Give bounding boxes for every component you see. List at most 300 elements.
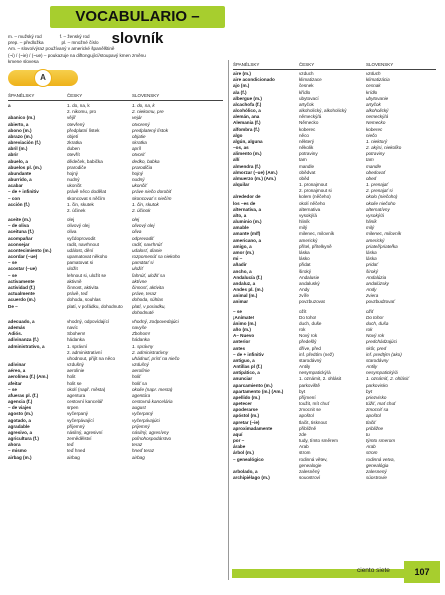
slovak-translation: skoncovať s niečím bbox=[132, 195, 172, 201]
page-title: VOCABULARIO – slovník bbox=[50, 6, 225, 28]
slovak-translation: odprevadiť bbox=[132, 235, 154, 241]
czech-translation: americký bbox=[299, 237, 318, 243]
spanish-term: – se bbox=[233, 308, 242, 314]
slovak-translation: koberec bbox=[366, 126, 383, 132]
spanish-term: acostar (~ue) bbox=[8, 266, 37, 272]
czech-translation: tlačit, tisknout bbox=[299, 419, 327, 425]
slovak-translation: vyčerpaný bbox=[132, 411, 153, 417]
spanish-term: amigo, a bbox=[233, 243, 252, 249]
slovak-translation: platí, v poriadku, bbox=[132, 303, 166, 309]
czech-translation: genealogie bbox=[299, 462, 322, 468]
czech-translation: objetí bbox=[67, 133, 79, 139]
czech-translation: hliník bbox=[299, 219, 310, 225]
slovak-translation: ubytovanie bbox=[366, 95, 389, 101]
czech-translation: uhodnout, přijít na něco bbox=[67, 355, 116, 361]
slovak-translation: 2. prenajať si bbox=[366, 188, 393, 194]
czech-translation: srpen bbox=[67, 405, 79, 411]
spanish-term: aluminio (m.) bbox=[233, 219, 262, 225]
slovak-translation: láska bbox=[366, 249, 377, 255]
spanish-term: abuelos pl. (m.) bbox=[8, 164, 42, 170]
czech-translation: klimatizace bbox=[299, 77, 322, 83]
czech-translation: právě, teď bbox=[67, 291, 88, 297]
spanish-term bbox=[8, 310, 67, 316]
czech-translation: příjmení bbox=[299, 394, 316, 400]
slovak-translation: vejár bbox=[132, 115, 142, 121]
slovak-translation: mandle bbox=[366, 163, 382, 169]
czech-translation: právě něco dodělat bbox=[67, 189, 107, 195]
slovak-translation: tlačiť bbox=[366, 419, 376, 425]
slovak-translation: približne bbox=[366, 425, 384, 431]
slovak-translation: cesnak bbox=[366, 83, 381, 89]
spanish-term: aquí bbox=[233, 431, 243, 437]
slovak-translation: Arab bbox=[366, 444, 376, 450]
czech-translation: pamatovat si bbox=[67, 260, 94, 266]
column-divider bbox=[228, 60, 229, 580]
slovak-translation: Zbohom! bbox=[132, 331, 151, 337]
slovak-translation: tu bbox=[366, 431, 370, 437]
slovak-translation: rozpomenúť sa niekoho bbox=[132, 254, 181, 260]
czech-translation: koberec bbox=[299, 126, 316, 132]
czech-translation: dědeček, babička bbox=[67, 158, 103, 164]
czech-translation: souostroví bbox=[299, 475, 321, 481]
slovak-translation: hádanka bbox=[132, 337, 150, 343]
spanish-term: – con bbox=[8, 195, 20, 201]
czech-translation: uložit bbox=[67, 266, 78, 272]
spanish-term: abuelo, a bbox=[8, 158, 28, 164]
czech-translation: lehnout si, uložit se bbox=[67, 272, 107, 278]
czech-translation: 1. správní bbox=[67, 343, 88, 349]
slovak-translation: hliník bbox=[366, 219, 377, 225]
czech-translation: navíc bbox=[67, 325, 78, 331]
slovak-translation: 1. prenajať bbox=[366, 182, 389, 188]
czech-translation: příjemný bbox=[67, 423, 85, 429]
czech-translation: artyčok bbox=[299, 101, 314, 107]
slovak-translation: ukončiť bbox=[132, 183, 147, 189]
slovak-translation: olivový olej bbox=[132, 223, 155, 229]
czech-translation: olivový olej bbox=[67, 223, 90, 229]
czech-translation: aerolinie bbox=[67, 368, 85, 374]
spanish-term: agosto (m.) bbox=[8, 411, 33, 417]
czech-translation: vysoký/á bbox=[299, 212, 317, 218]
slovak-translation: povzbudzovať bbox=[366, 299, 395, 305]
slovak-translation: vysoký/á bbox=[366, 212, 384, 218]
czech-translation: vzduch bbox=[299, 71, 314, 76]
slovak-translation: 2. niekomu, pre bbox=[132, 109, 164, 115]
slovak-translation: objatie bbox=[132, 133, 146, 139]
czech-translation: láska bbox=[299, 249, 310, 255]
slovak-translation: túžiť, mať chuť bbox=[366, 401, 396, 407]
czech-translation: Andalusie bbox=[299, 274, 320, 280]
legend-stem-change-cont: kmene slovesa bbox=[8, 58, 39, 64]
spanish-term: apartamento (m.) (Am.) bbox=[233, 388, 284, 394]
vocab-row bbox=[8, 208, 227, 214]
czech-translation: mandle bbox=[299, 163, 315, 169]
slovak-translation: radiť, navrhnúť bbox=[132, 241, 163, 247]
czech-translation: několik bbox=[299, 145, 314, 151]
czech-translation: 1. do, na, k bbox=[67, 103, 90, 108]
spanish-term: alrededor de bbox=[233, 194, 261, 200]
right-vocabulary-list bbox=[233, 71, 436, 481]
spanish-term: apoderarse bbox=[233, 407, 258, 413]
slovak-translation: dohodnuté bbox=[132, 309, 154, 315]
spanish-term: agencia (f.) bbox=[8, 399, 33, 405]
slovak-translation: priateľ/priateľka bbox=[366, 243, 398, 249]
legend-plural: pl. – množné číslo bbox=[61, 40, 99, 46]
slovak-translation: predchádzajúci bbox=[366, 339, 397, 345]
slovak-translation: prarodičia bbox=[132, 164, 153, 170]
slovak-translation: vzduch bbox=[366, 71, 381, 76]
slovak-translation: nesympatický/á bbox=[366, 370, 398, 376]
slovak-translation: láska bbox=[366, 256, 377, 262]
czech-translation: Sbohem! bbox=[67, 331, 86, 337]
czech-translation: kolem (něčeho) bbox=[299, 194, 331, 200]
spanish-term: ajo (m.) bbox=[233, 83, 250, 89]
slovak-translation: strom bbox=[366, 450, 378, 456]
slovak-translation: teraz bbox=[132, 442, 143, 448]
spanish-term: ánimo (m.) bbox=[233, 320, 257, 326]
vocab-row bbox=[233, 299, 436, 305]
czech-translation: holit se bbox=[67, 380, 82, 386]
spanish-term: animar bbox=[233, 299, 249, 305]
czech-translation: zalesněný bbox=[299, 469, 320, 474]
slovak-translation: holiť bbox=[132, 374, 141, 380]
czech-translation: alternativa bbox=[299, 206, 321, 212]
spanish-term: antes bbox=[233, 345, 246, 351]
czech-translation: nesympatický/á bbox=[299, 370, 331, 376]
slovak-translation: násilný, agresívny bbox=[132, 429, 169, 435]
spanish-term: ¡Anímate! bbox=[233, 314, 255, 320]
spanish-term: acordar (~ue) bbox=[8, 254, 38, 260]
spanish-term: los ~es de bbox=[233, 200, 256, 206]
czech-translation: platí, v pořádku, dohodnuto bbox=[67, 303, 123, 309]
spanish-term: – genealógico bbox=[233, 456, 264, 462]
spanish-term: administrativo, a bbox=[8, 343, 45, 349]
spanish-term: aproximadamente bbox=[233, 425, 273, 431]
slovak-translation: krídlo bbox=[366, 89, 378, 95]
spanish-term: acontecimiento (m.) bbox=[8, 247, 52, 253]
slovak-translation: duch, duša bbox=[366, 320, 389, 326]
slovak-translation: pamätať si bbox=[132, 260, 154, 266]
spanish-term: ala (f.) bbox=[233, 89, 247, 95]
czech-translation: Německo bbox=[299, 120, 319, 126]
slovak-translation: ožiť bbox=[366, 308, 374, 314]
czech-translation: duben bbox=[67, 146, 80, 152]
czech-translation: radit, navrhnout bbox=[67, 241, 99, 247]
slovak-translation: rodinná vetva, bbox=[366, 456, 395, 462]
czech-translation: obědvat bbox=[299, 169, 316, 175]
legend-stem-change: (~i) / (~ie) / (~ue) – poukazuje na diftongující/stoupavý kmen změnu bbox=[8, 52, 146, 58]
slovak-translation: široký bbox=[366, 268, 378, 274]
spanish-term: De ~ bbox=[8, 303, 18, 309]
czech-translation: aktivně bbox=[67, 278, 82, 284]
czech-translation: hojný bbox=[67, 170, 78, 176]
spanish-term: acuerdo (m.) bbox=[8, 297, 36, 303]
slovak-translation: predplatený lístok bbox=[132, 127, 169, 133]
czech-translation: Antily bbox=[299, 364, 311, 370]
abbreviation-legend bbox=[8, 34, 223, 65]
spanish-term: Antillas pl (f.) bbox=[233, 364, 263, 370]
czech-translation: teď bbox=[67, 442, 74, 448]
spanish-term: – mismo bbox=[8, 448, 27, 454]
spanish-term: americano, a bbox=[233, 237, 262, 243]
slovak-translation: alkoholický bbox=[366, 108, 389, 114]
slovak-translation: oliva bbox=[132, 229, 142, 235]
spanish-term: ahora bbox=[8, 442, 21, 448]
czech-translation: andaluský bbox=[299, 280, 320, 286]
spanish-term: actualmente bbox=[8, 291, 35, 297]
czech-translation: předplatní lístek bbox=[67, 127, 100, 133]
slovak-translation: poľnohospodárstvo bbox=[132, 436, 172, 442]
slovak-translation: rok bbox=[366, 327, 373, 333]
spanish-term: alcachofa (f.) bbox=[233, 101, 262, 107]
slovak-translation: 1. čin, skutok bbox=[132, 201, 159, 207]
spanish-term: amante (m/f) bbox=[233, 231, 261, 237]
slovak-translation: aerolínie bbox=[132, 368, 150, 374]
czech-translation: tam bbox=[299, 157, 307, 163]
slovak-translation: olej bbox=[132, 217, 140, 223]
spanish-term: aburrido, a bbox=[8, 177, 32, 183]
czech-translation: přítel, přítelkyně bbox=[299, 243, 332, 249]
czech-translation: toužit, mít chuť bbox=[299, 401, 330, 407]
slovak-translation: skôr, pred bbox=[366, 345, 387, 351]
spanish-term: aceite (m.) bbox=[8, 217, 31, 223]
spanish-term: anterior bbox=[233, 339, 251, 345]
slovak-translation: súostrovie bbox=[366, 475, 387, 481]
czech-translation: přibližně bbox=[299, 425, 317, 431]
spanish-term: ~os, as bbox=[233, 145, 249, 151]
spanish-term: amable bbox=[233, 225, 249, 231]
slovak-translation: obedovať bbox=[366, 169, 386, 175]
czech-translation: 2. účinek bbox=[67, 207, 86, 213]
spanish-term: almorzar (~ue) (Am.) bbox=[233, 169, 278, 175]
slovak-translation: 2. administratívny bbox=[132, 349, 168, 355]
czech-translation: 1. čin, skutek bbox=[67, 201, 94, 207]
czech-translation: starodávný bbox=[299, 357, 322, 363]
spanish-term: arbolado, a bbox=[233, 469, 258, 474]
spanish-term: apretar (~ie) bbox=[233, 419, 260, 425]
spanish-term: – se bbox=[8, 386, 17, 392]
czech-translation: upamatovat někoho bbox=[67, 254, 108, 260]
spanish-term: acabar bbox=[8, 183, 23, 189]
slovak-translation: navyše bbox=[132, 325, 147, 331]
spanish-term: abrir bbox=[8, 152, 19, 158]
czech-translation: milý bbox=[299, 225, 308, 231]
spanish-term: aerolínea (f.) (Am.) bbox=[8, 374, 49, 380]
slovak-translation: dedko, babka bbox=[132, 158, 160, 164]
spanish-term: adivinar bbox=[8, 362, 26, 368]
spanish-term: albergue (m.) bbox=[233, 95, 262, 101]
spanish-term: afeitar bbox=[8, 380, 22, 386]
header-rule-right bbox=[233, 69, 436, 70]
slovak-translation: činnosť, aktivita bbox=[132, 284, 164, 290]
slovak-translation: nemecký/á bbox=[366, 114, 389, 120]
slovak-translation: zalesnený bbox=[366, 469, 387, 474]
slovak-translation: milenec, milovník bbox=[366, 231, 402, 237]
spanish-term: apetecer bbox=[233, 401, 252, 407]
slovak-translation: aktívne bbox=[132, 278, 147, 284]
czech-translation: činnost, aktivita bbox=[67, 284, 99, 290]
spanish-term: aparcamiento (m.) bbox=[233, 382, 273, 388]
czech-translation: některý bbox=[299, 138, 315, 144]
spanish-term: Andalucía (f.) bbox=[233, 274, 263, 280]
spanish-term: abundante bbox=[8, 170, 32, 176]
spanish-term: activamente bbox=[8, 278, 35, 284]
spanish-term: – se bbox=[8, 260, 17, 266]
spanish-term: archipiélago (m.) bbox=[233, 475, 270, 481]
slovak-translation: okolie (napr. mesta) bbox=[132, 386, 173, 392]
slovak-translation: 1. správny bbox=[132, 343, 154, 349]
slovak-translation: skratka bbox=[132, 140, 147, 146]
czech-translation: oliva bbox=[67, 229, 77, 235]
spanish-term: adecuado, a bbox=[8, 318, 35, 324]
slovak-translation: Andy bbox=[366, 287, 377, 293]
header-spanish-right: ŠPANĚLSKY bbox=[233, 62, 260, 67]
spanish-term: alemán, ana bbox=[233, 114, 260, 120]
spanish-term: aéreo, a bbox=[8, 368, 26, 374]
spanish-term: – de + infinitiv bbox=[233, 351, 264, 357]
header-czech-left: ČESKY bbox=[67, 93, 83, 98]
spanish-term: abril (m.) bbox=[8, 146, 28, 152]
slovak-translation: priezvisko bbox=[366, 394, 387, 400]
spanish-term: árbol (m.) bbox=[233, 450, 254, 456]
spanish-term: anunciar bbox=[233, 376, 253, 382]
czech-translation: předešlý bbox=[299, 339, 317, 345]
left-vocabulary-list bbox=[8, 103, 227, 461]
slovak-translation: nudný bbox=[132, 177, 145, 183]
spanish-term: año (m.) bbox=[233, 327, 251, 333]
spanish-term: acompañar bbox=[8, 235, 33, 241]
spanish-term: antiguo, a bbox=[233, 357, 255, 363]
czech-translation: agentura bbox=[67, 392, 86, 398]
slovak-translation: cestovná kancelária bbox=[132, 399, 173, 405]
czech-translation: zkratka bbox=[67, 140, 82, 146]
spanish-term bbox=[8, 208, 67, 214]
czech-translation: oběd bbox=[299, 175, 310, 181]
czech-translation: potraviny bbox=[299, 151, 318, 157]
slovak-translation: hojný bbox=[132, 170, 143, 176]
czech-translation: duch, duše bbox=[299, 320, 322, 326]
slovak-translation: udalosť, dianie bbox=[132, 247, 162, 253]
spanish-term: almuerzo (m.) (Am.) bbox=[233, 175, 276, 181]
czech-translation: inf. předtím (než) bbox=[299, 351, 334, 357]
czech-translation: Arab bbox=[299, 444, 309, 450]
czech-translation: zde bbox=[299, 431, 307, 437]
slovak-translation: genealógia bbox=[366, 462, 389, 468]
spanish-term: mi ~ bbox=[233, 256, 243, 262]
czech-translation: široký bbox=[299, 268, 311, 274]
spanish-term: Andes pl. (m.) bbox=[233, 287, 264, 293]
czech-translation: něco bbox=[299, 132, 309, 138]
slovak-translation: týmto smerom bbox=[366, 438, 396, 444]
slovak-translation: otvoriť bbox=[132, 152, 145, 158]
slovak-translation: okolo (niečoho) bbox=[366, 194, 398, 200]
czech-translation: ožít bbox=[299, 308, 307, 314]
spanish-term: amor (m.) bbox=[233, 249, 254, 255]
czech-translation: lásko bbox=[299, 256, 310, 262]
czech-translation: 2. pronajmout si bbox=[299, 188, 332, 194]
spanish-term: aire acondicionado bbox=[233, 77, 275, 83]
czech-translation: parkoviště bbox=[299, 382, 320, 388]
czech-translation: vyčdoprovodit bbox=[67, 235, 96, 241]
footer-page-word: ciento siete bbox=[357, 567, 390, 574]
czech-translation: vzdušný bbox=[67, 362, 84, 368]
slovak-translation: starodávny bbox=[366, 357, 389, 363]
czech-translation: událost, dění bbox=[67, 247, 94, 253]
czech-translation: cestovní kancelář bbox=[67, 399, 103, 405]
header-slovak-right: SLOVENSKY bbox=[366, 62, 394, 67]
spanish-term: animal (m.) bbox=[233, 293, 258, 299]
slovak-translation: príjemný bbox=[132, 423, 150, 429]
czech-translation: vyčerpaný bbox=[67, 411, 88, 417]
czech-translation: rodinná větev, bbox=[299, 456, 328, 462]
czech-translation: apoštol bbox=[299, 413, 314, 419]
slovak-translation: otvorený bbox=[132, 121, 150, 127]
spanish-term: abanico (m.) bbox=[8, 115, 36, 121]
spanish-term: alfombra (f.) bbox=[233, 126, 260, 132]
slovak-translation: apoštol bbox=[366, 413, 381, 419]
spanish-term: aconsejar bbox=[8, 241, 30, 247]
czech-translation: rok bbox=[299, 327, 306, 333]
slovak-translation: byt bbox=[366, 388, 373, 394]
slovak-translation: uhádnuť, prísť na niečo bbox=[132, 355, 180, 361]
slovak-translation: alternatívny bbox=[366, 206, 390, 212]
czech-translation: otevřít bbox=[67, 152, 80, 158]
spanish-term: agotado, a bbox=[8, 417, 31, 423]
czech-translation: ubytovací bbox=[299, 95, 319, 101]
spanish-term: alquilar bbox=[233, 182, 250, 188]
spanish-term: por ~ bbox=[233, 438, 245, 444]
czech-translation: strom bbox=[299, 450, 311, 456]
spanish-term: – de oliva bbox=[8, 223, 29, 229]
slovak-translation: 1. oznámiť, 2. ohlásiť bbox=[366, 376, 409, 382]
spanish-term: aire (m.) bbox=[233, 71, 251, 76]
spanish-term: agricultura (f.) bbox=[8, 436, 39, 442]
spanish-term: acción (f.) bbox=[8, 201, 30, 207]
czech-translation: zemědělství bbox=[67, 436, 92, 442]
slovak-translation: Nový rok bbox=[366, 333, 385, 339]
czech-translation: otevřený bbox=[67, 121, 85, 127]
legend-american: Am. – slovo/výraz používaný v americké španělštině bbox=[8, 46, 115, 52]
slovak-translation: pridať bbox=[366, 262, 378, 268]
czech-translation: prarodiče bbox=[67, 164, 87, 170]
czech-translation: skoncovat s něčím bbox=[67, 195, 106, 201]
slovak-translation: zmocniť sa bbox=[366, 407, 389, 413]
czech-translation: airbag bbox=[67, 454, 80, 460]
spanish-term: Alemania (f.) bbox=[233, 120, 261, 126]
slovak-translation: parkovisko bbox=[366, 382, 388, 388]
header-slovak-left: SLOVENSKY bbox=[132, 93, 160, 98]
czech-translation: byt bbox=[299, 388, 306, 394]
slovak-translation: tam bbox=[366, 157, 374, 163]
spanish-term: alto, a bbox=[233, 212, 247, 218]
spanish-term: apóstol (m.) bbox=[233, 413, 260, 419]
czech-translation: vějíř bbox=[67, 115, 76, 121]
czech-translation: Do toho! bbox=[299, 314, 317, 320]
czech-translation: hádanka bbox=[67, 337, 85, 343]
legend-masculine: m. – mužský rod bbox=[8, 34, 42, 39]
spanish-term: abrazo (m.) bbox=[8, 133, 33, 139]
czech-translation: zvíře bbox=[299, 293, 309, 299]
czech-translation: vhodný, odpovídající bbox=[67, 318, 110, 324]
spanish-term: – se bbox=[8, 272, 17, 278]
slovak-translation: práve, teraz bbox=[132, 291, 157, 297]
czech-translation bbox=[67, 310, 132, 316]
header-czech-right: ČESKY bbox=[299, 62, 315, 67]
spanish-term: apellido (m.) bbox=[233, 394, 261, 400]
slovak-translation: dohoda, súhlas bbox=[132, 297, 164, 303]
czech-translation: dříve, před bbox=[299, 345, 321, 351]
slovak-translation: vzdušný bbox=[132, 362, 149, 368]
